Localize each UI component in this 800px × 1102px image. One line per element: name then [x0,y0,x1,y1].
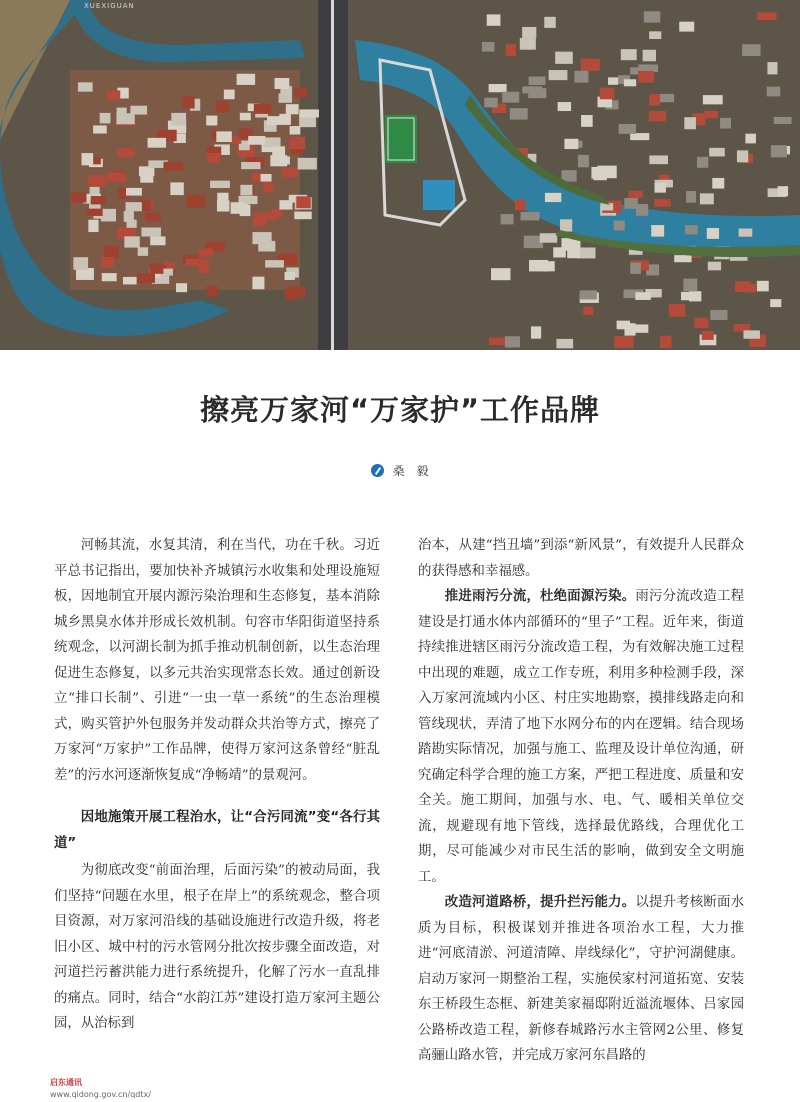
right-column [418,533,744,1069]
paragraph-lead: 推进雨污分流，杜绝面源污染。 [444,589,636,604]
paragraph-lead: 改造河道路桥，提升拦污能力。 [444,895,636,910]
page-footer [50,1070,151,1099]
author-name: 桑 毅 [392,464,429,478]
paragraph: 为彻底改变“前面治理，后面污染”的被动局面，我们坚持“问题在水里，根子在岸上”的系统观念，整合项目资源，对万家河沿线的基础设施进行改造升级，将老旧小区、城中村的污水管网分批次按步骤全面改造，对河道拦污蓄洪能力进行系统提升，化解了污水一直乱排的痛点。同时，结合“水韵江苏”建设打造万家河主题公园，从治标到 [54,863,380,1031]
paragraph-body: 雨污分流改造工程建设是打通水体内部循环的“里子”工程。近年来，街道持续推进辖区雨污分流改造工程，为有效解决施工过程中出现的难题，成立工作专班，利用多种检测手段，深入万家河流域内小区、村庄实地勘察，摸排线路走向和管线现状，弄清了地下水网分布的内在逻辑。结合现场踏勘实际情况，加强与施工、监理及设计单位沟通，研究确定科学合理的施工方案，严把工程进度、质量和安全关。施工期间，加强与水、电、气、暖相关单位交流，规避现有地下管线，选择最优路线，合理优化工期，尽可能减少对市民生活的影响，做到安全文明施工。 [418,589,745,885]
aerial-river-photo-illustration [0,0,800,350]
section-heading: 因地施策开展工程治水，让“合污同流”变“各行其道” [54,810,380,851]
pen-icon [371,464,384,477]
paragraph [418,584,744,890]
magazine-url[interactable]: www.qidong.gov.cn/qdtx/ [50,1090,151,1099]
left-column [54,533,380,1037]
author-line [0,462,800,479]
photo-watermark-tag: XUEXIGUAN [84,2,135,10]
paragraph-body: 以提升考核断面水质为目标，积极谋划并推进各项治水工程，大力推进“河底清淤、河道清障、岸线绿化”，守护河湖健康。启动万家河一期整治工程，实施侯家村河道拓宽、安装东王桥段生态框、新建美家福邸附近溢流堰体、吕家园公路桥改造工程，新修春城路污水主管网2公里、修复高骊山路水管，并完成万家河东昌路的 [418,895,745,1063]
magazine-brand: 启东通讯 [50,1078,82,1087]
hero-aerial-photo [0,0,800,350]
paragraph: 治本，从建“挡丑墙”到添“新风景”，有效提升人民群众的获得感和幸福感。 [418,538,744,579]
paragraph [418,890,744,1069]
paragraph: 河畅其流，水复其清，利在当代，功在千秋。习近平总书记指出，要加快补齐城镇污水收集和处理设施短板，因地制宜开展内源污染治理和生态修复，基本消除城乡黑臭水体并形成长效机制。句容市华阳街道坚持系统观念，以河湖长制为抓手推动机制创新，以生态治理促进生态修复，以多元共治实现常态长效。通过创新设立“排口长制”、引进“一虫一草一系统”的生态治理模式，购买管护外包服务并发动群众共治等方式，擦亮了万家河“万家护”工作品牌，使得万家河这条曾经“脏乱差”的污水河逐渐恢复成“净畅靖”的景观河。 [54,538,380,783]
article-title: 擦亮万家河“万家护”工作品牌 [199,393,601,427]
